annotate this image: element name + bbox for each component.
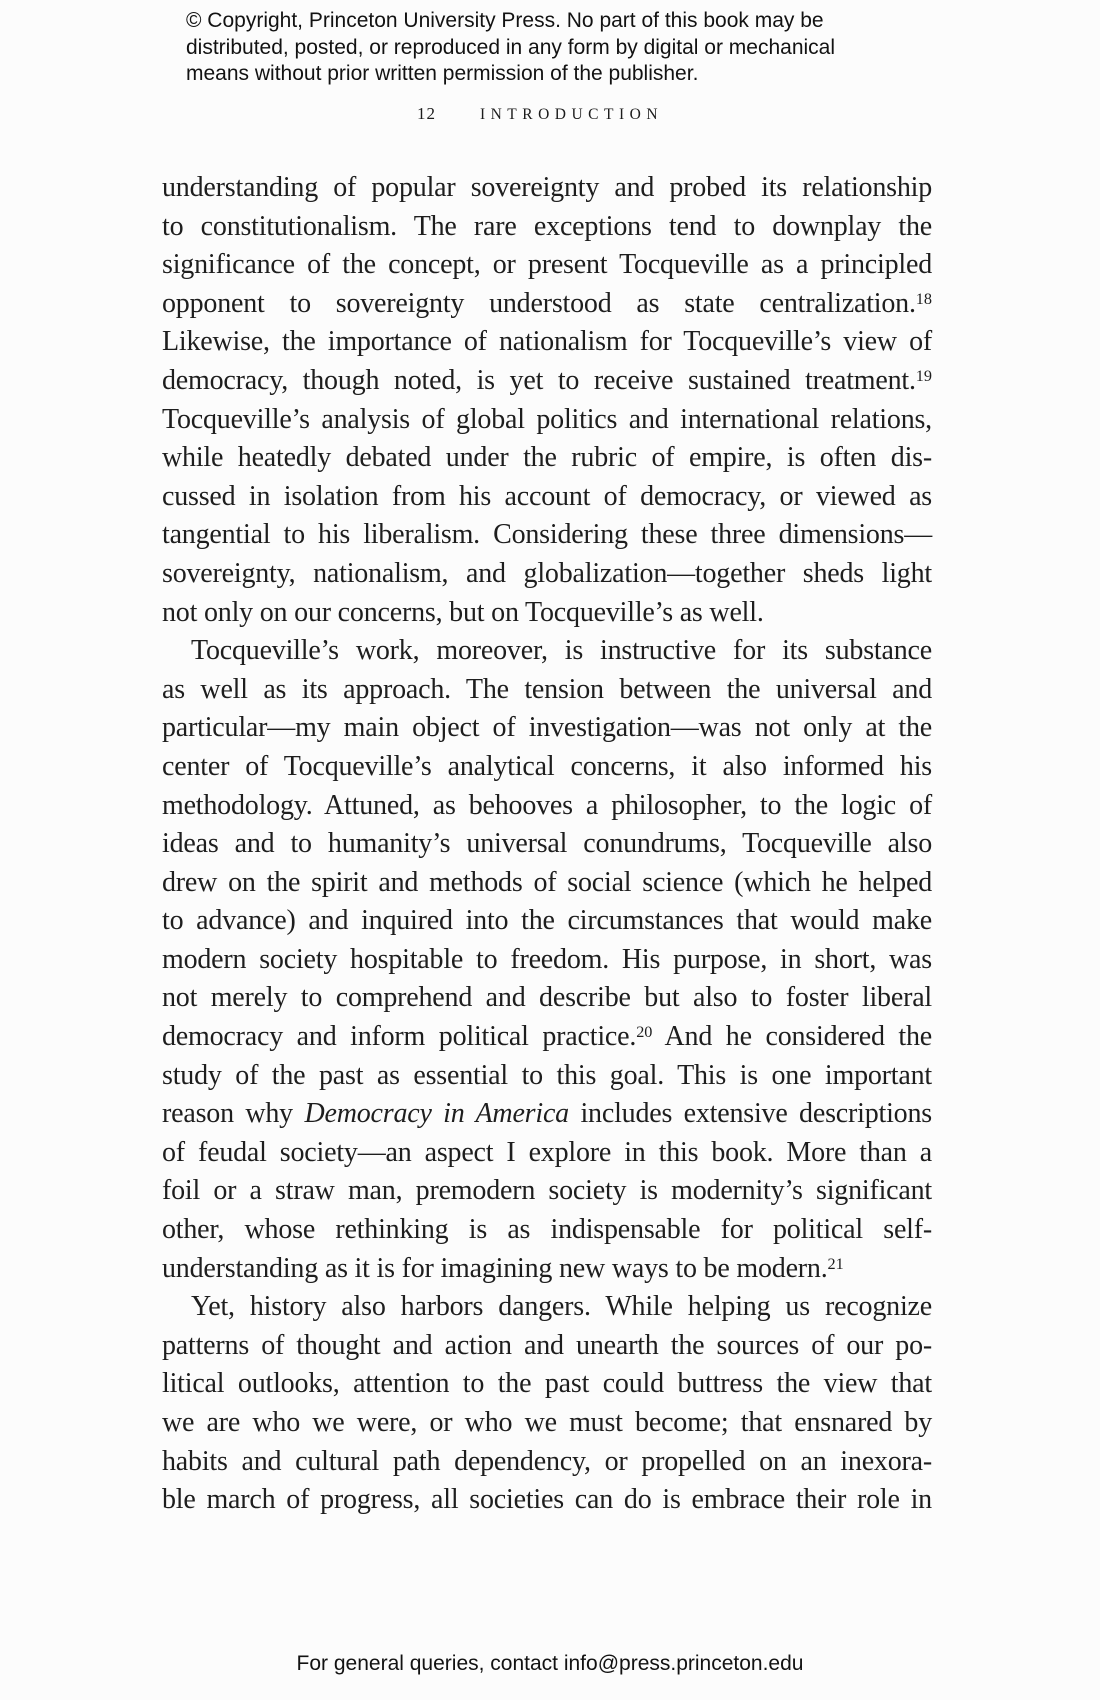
footnote-marker: 18 [915,290,932,308]
body-line: as well as its approach. The tension between the universal and [162,673,932,705]
body-line: Likewise, the importance of nationalism for Tocqueville’s view of [162,326,932,358]
body-line: other, whose rethinking is as indispensable for political self- [162,1214,932,1246]
body-line: foil or a straw man, premodern society is modernity’s significant [162,1175,932,1207]
copyright-notice [186,8,966,88]
body-line: Tocqueville’s work, moreover, is instructive for its substance [191,635,932,667]
body-line: cussed in isolation from his account of democracy, or viewed as [162,480,932,512]
running-head [0,104,1080,124]
chapter-title: INTRODUCTION [479,106,664,123]
body-line: Tocqueville’s analysis of global politics and international relations, [162,403,932,435]
body-line: opponent to sovereignty understood as state centralization.$^{18}$ [162,287,932,319]
body-line: democracy, though noted, is yet to receive sustained treatment.$^{19}$ [162,364,932,396]
body-line: drew on the spirit and methods of social science (which he helped [162,866,932,898]
body-line: patterns of thought and action and unearth the sources of our po- [162,1329,932,1361]
body-text [162,169,932,1520]
body-line: not only on our concerns, but on Tocqueville’s as well. [162,596,764,628]
footnote-marker: 19 [915,367,932,386]
body-line: particular—my main object of investigation—was not only at the [162,712,932,744]
body-line: litical outlooks, attention to the past could buttress the view that [162,1368,932,1400]
italic-book-title: Democracy in America [304,1098,569,1130]
footer-query-line: For general queries, contact info@press.princeton.edu [296,1652,804,1675]
body-line: of feudal society—an aspect I explore in this book. More than a [162,1136,932,1168]
body-line: to advance) and inquired into the circumstances that would make [162,905,932,937]
body-line: ideas and to humanity’s universal conundrums, Tocqueville also [162,828,932,860]
body-line: ble march of progress, all societies can do is embrace their role in [162,1484,932,1516]
body-line: methodology. Attuned, as behooves a philosopher, to the logic of [162,789,932,821]
body-line: democracy and inform political practice.$^{20}$ And he considered the [162,1021,932,1053]
body-line: we are who we were, or who we must become; that ensnared by [162,1407,932,1438]
body-line: to constitutionalism. The rare exceptions tend to downplay the [162,210,932,242]
body-line: tangential to his liberalism. Considering these three dimensions— [162,519,932,551]
body-line: reason why Democracy in America includes extensive descriptions [162,1098,932,1130]
body-line: study of the past as essential to this goal. This is one important [162,1059,932,1091]
body-line: sovereignty, nationalism, and globalization—together sheds light [162,557,932,589]
body-line: habits and cultural path dependency, or propelled on an inexora- [162,1445,932,1477]
body-line: Yet, history also harbors dangers. While helping us recognize [191,1291,932,1323]
footnote-marker: 21 [827,1254,844,1273]
body-line: while heatedly debated under the rubric of empire, is often dis- [162,442,932,474]
copyright-line: © Copyright, Princeton University Press. No part of this book may be [186,9,824,32]
body-line: center of Tocqueville’s analytical concerns, it also informed his [162,750,932,782]
footnote-marker: 20 [636,1023,653,1042]
body-line: significance of the concept, or present Tocqueville as a principled [162,249,932,281]
copyright-line: means without prior written permission of the publisher. [186,62,699,85]
page-number: 12 [416,104,436,123]
body-line: not merely to comprehend and describe but also to foster liberal [162,982,932,1014]
body-line: modern society hospitable to freedom. His purpose, in short, was [162,943,932,975]
copyright-line: distributed, posted, or reproduced in any form by digital or mechanical [186,35,836,59]
body-line: understanding as it is for imagining new ways to be modern.$^{21}$ [162,1252,844,1284]
body-line: understanding of popular sovereignty and probed its relationship [162,172,932,203]
